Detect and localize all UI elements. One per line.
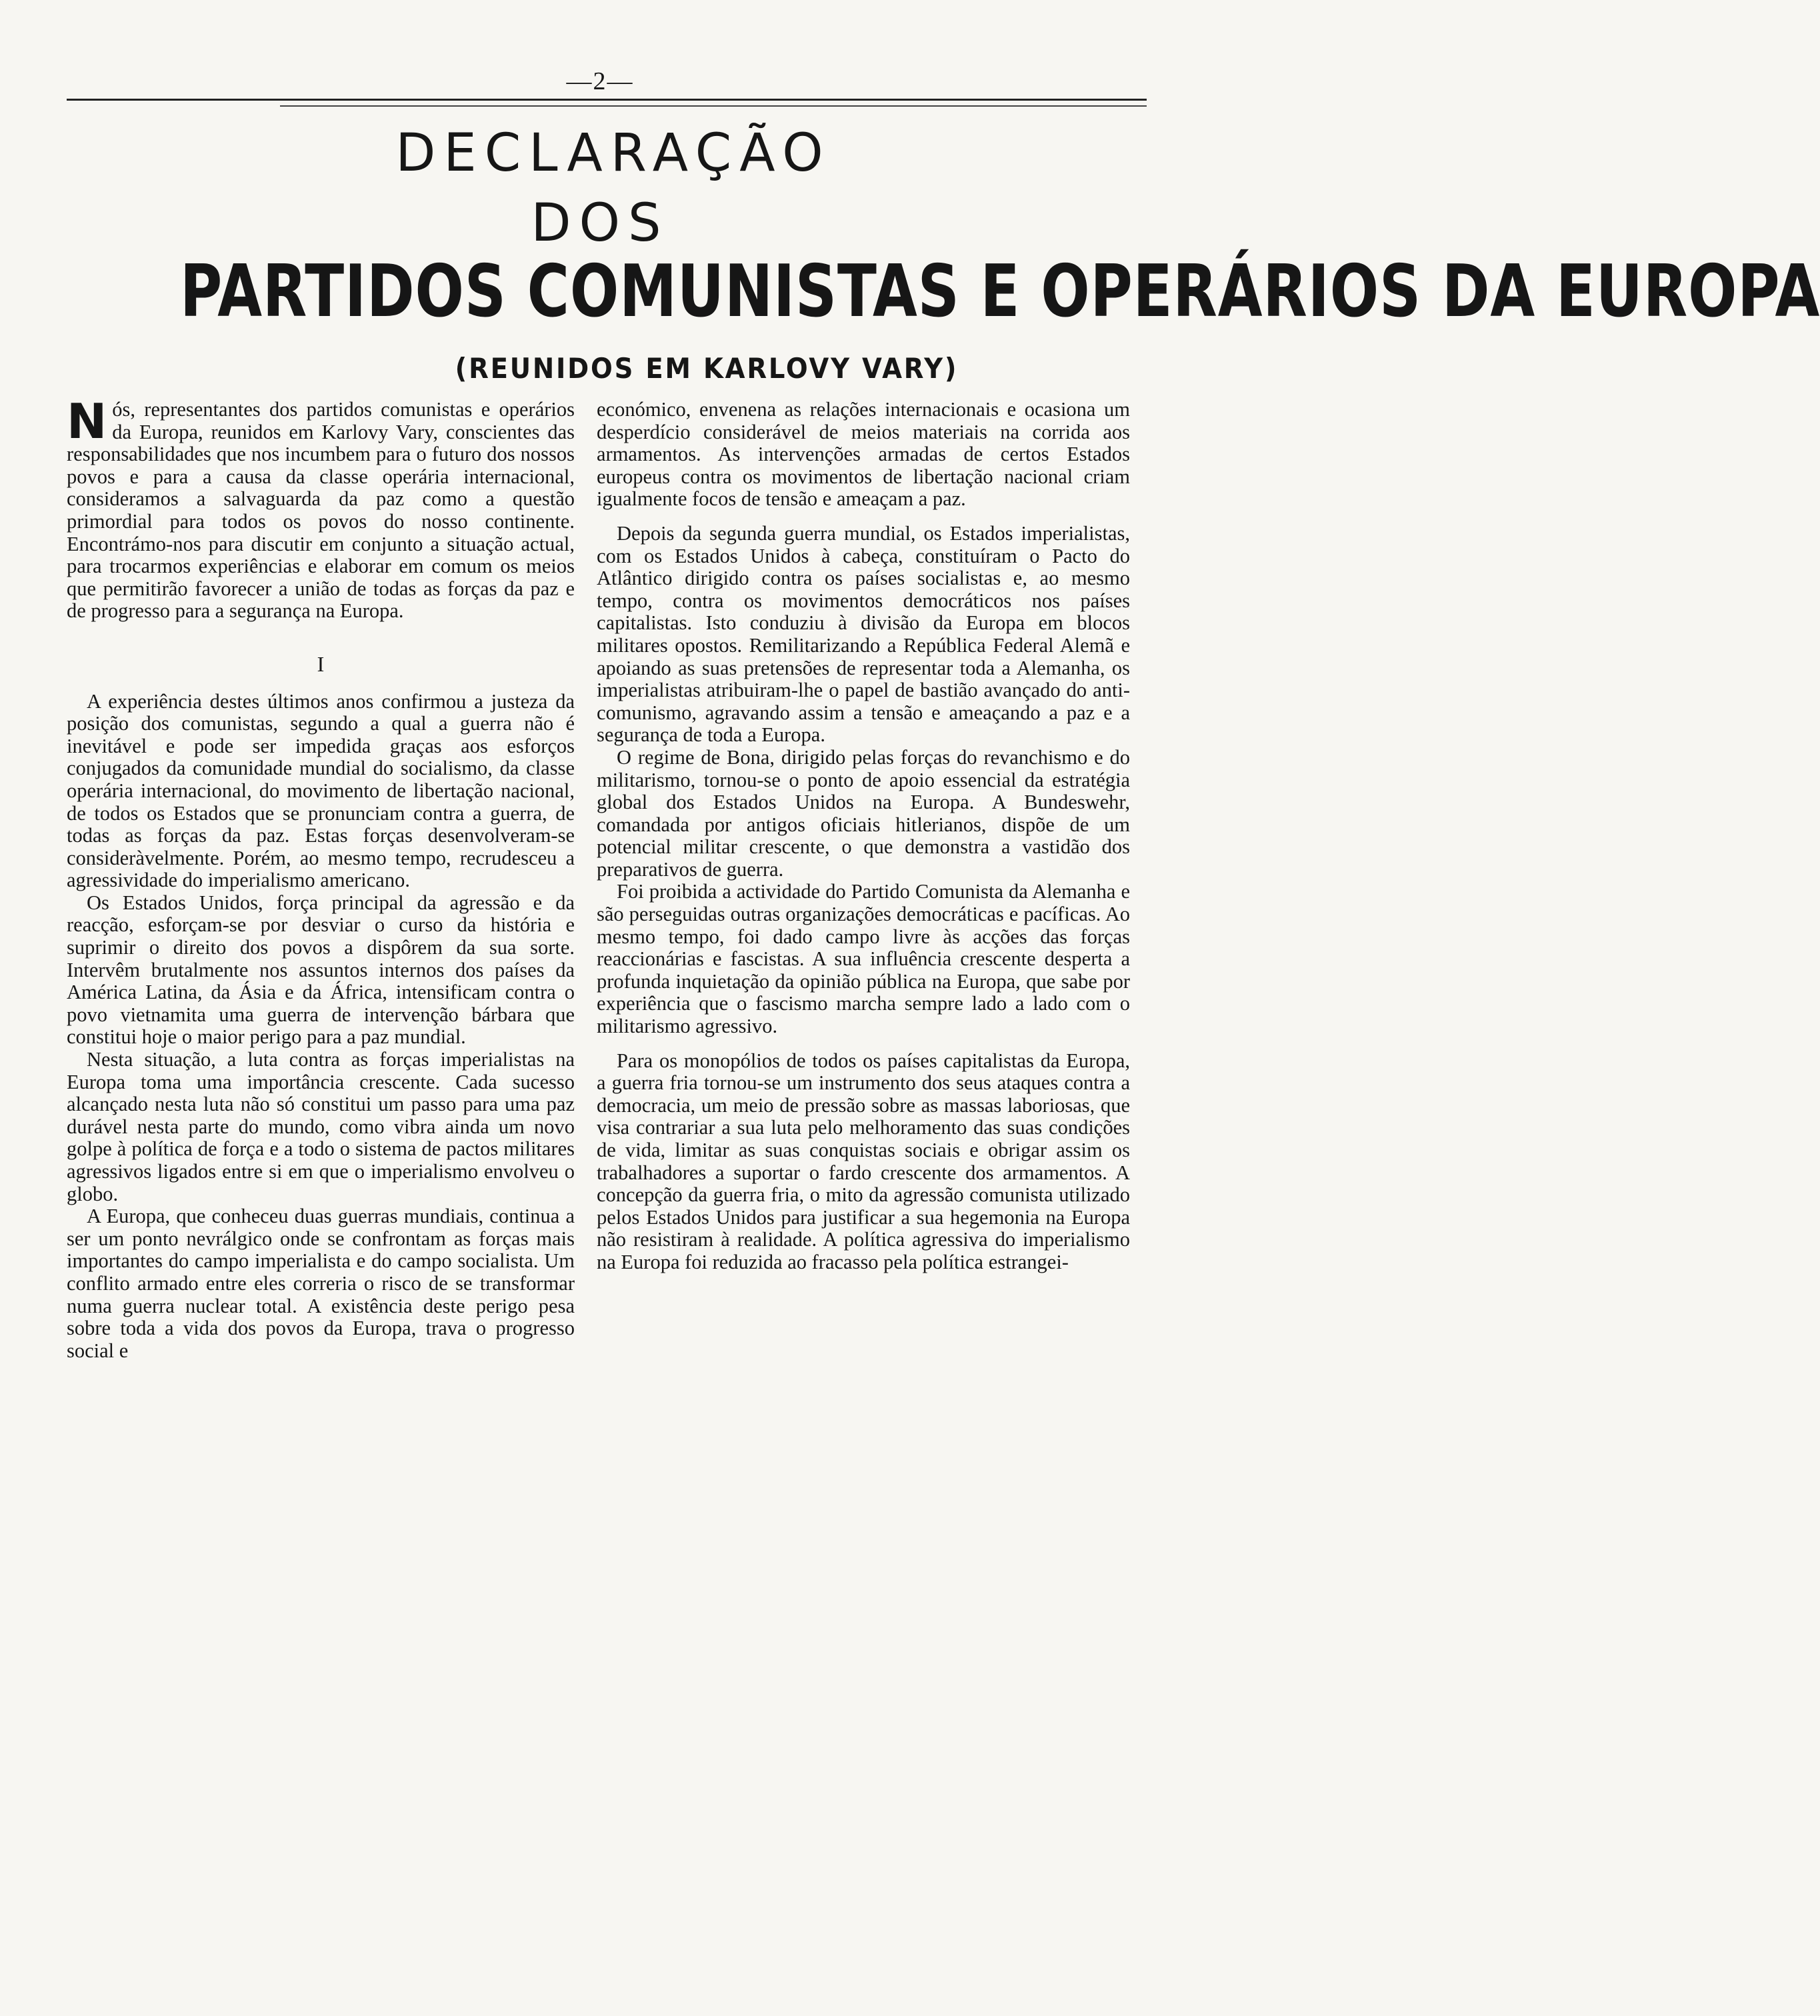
paragraph: A Europa, que conheceu duas guerras mundiais, continua a ser um ponto nevrálgico onde se confrontam as forças mais importantes do campo imperialista e do campo socialista. Um conflito armado entre eles correria o risco de se transformar numa guerra nuclear total. A existência deste perigo pesa sobre toda a vida dos povos da Europa, trava o progresso social e [67,1205,575,1362]
right-column [597,399,1130,1274]
header-rule [67,99,1147,101]
headline: PARTIDOS COMUNISTAS E OPERÁRIOS DA EUROPA [180,250,1820,333]
paragraph: Os Estados Unidos, força principal da agressão e da reacção, esforçam-se por desviar o curso da história e suprimir o direito dos povos a dispôrem da sua sorte. Intervêm brutalmente nos assuntos internos dos países da América Latina, da Ásia e da África, intensificam contra o povo vietnamita uma guerra de intervenção bárbara que constitui hoje o maior perigo para a paz mundial. [67,891,575,1049]
section-heading: I [317,651,325,676]
header-rule-secondary [280,105,1147,107]
paragraph: O regime de Bona, dirigido pelas forças do revanchismo e do militarismo, tornou-se o ponto de apoio essencial da estratégia global dos Estados Unidos na Europa. A Bundeswehr, comandada por antigos oficiais hitlerianos, dispõe de um potencial militar crescente, o que demonstra a vastidão dos preparativos de guerra. [597,745,1130,881]
title-line-dos: DOS [531,193,669,253]
paragraph: Para os monopólios de todos os países capitalistas da Europa, a guerra fria tornou-se um instrumento dos seus ataques contra a democracia, um meio de pressão sobre as massas laboriosas, que visa contrariar a sua luta pelo melhoramento das suas condições de vida, limitar as suas conquistas sociais e obrigar assim os trabalhadores a suportar o fardo crescente dos armamentos. A concepção da guerra fria, o mito da agressão comunista utilizado pelos Estados Unidos para justificar a sua hegemonia na Europa não resistiram à realidade. A política agressiva do imperialismo na Europa foi reduzida ao fracasso pela política estrangei- [597,1049,1130,1273]
subtitle: (REUNIDOS EM KARLOVY VARY) [455,352,959,385]
dropcap: N [67,393,107,449]
paragraph: económico, envenena as relações internacionais e ocasiona um desperdício considerável de meios materiais na corrida aos armamentos. As intervenções armadas de certos Estados europeus contra os movimentos de libertação nacional criam igualmente focos de tensão e ameaçam a paz. [597,398,1130,511]
paragraph: Foi proibida a actividade do Partido Comunista da Alemanha e são perseguidas outras organizações democráticas e pacíficas. Ao mesmo tempo, foi dado campo livre às acções das forças reaccionárias e fascistas. A sua influência crescente desperta a profunda inquietação da opinião pública na Europa, que sabe por experiência que o fascismo marcha sempre lado a lado com o militarismo agressivo. [597,880,1130,1038]
page-number: —2— [566,67,634,95]
intro-paragraph-text: ós, representantes dos partidos comunistas e operários da Europa, reunidos em Karlovy Vary, conscientes das responsabilidades que nos incumbem para o futuro dos nossos povos e para a causa da classe operária internacional, consideramos a salvaguarda da paz como a questão primordial para todos os povos do nosso continente. Encontrámo-nos para discutir em conjunto a situação actual, para trocarmos experiências e elaborar em comum os meios que permitirão favorecer a união de todas as forças da paz e de progresso para a segurança na Europa. [67,398,575,623]
left-column [67,393,575,1362]
paragraph: A experiência destes últimos anos confirmou a justeza da posição dos comunistas, segundo a qual a guerra não é inevitável e pode ser impedida graças aos esforços conjugados da comunidade mundial do socialismo, da classe operária internacional, do movimento de libertação nacional, de todos os Estados que se pronunciam contra a guerra, de todas as forças da paz. Estas forças desenvolveram-se consideràvelmente. Porém, ao mesmo tempo, recrudesceu a agressividade do imperialismo americano. [67,689,575,892]
paragraph: Depois da segunda guerra mundial, os Estados imperialistas, com os Estados Unidos à cabeça, constituíram o Pacto do Atlântico dirigido contra os países socialistas e, ao mesmo tempo, contra os movimentos democráticos nos países capitalistas. Isto conduziu à divisão da Europa em blocos militares opostos. Remilitarizando a República Federal Alemã e apoiando as suas pretensões de representar toda a Alemanha, os imperialistas atribuiram-lhe o papel de bastião avançado do anti-comunismo, agravando assim a tensão e ameaçando a paz e a segurança de toda a Europa. [597,521,1130,747]
intro-paragraph [67,393,575,623]
title-line-declaracao: DECLARAÇÃO [395,123,831,183]
paragraph: Nesta situação, a luta contra as forças imperialistas na Europa toma uma importância crescente. Cada sucesso alcançado nesta luta não só constitui um passo para uma paz durável nesta parte do mundo, como vibra ainda um novo golpe à política de força e a todo o sistema de pactos militares agressivos ligados entre si em que o imperialismo envolveu o globo. [67,1048,575,1205]
